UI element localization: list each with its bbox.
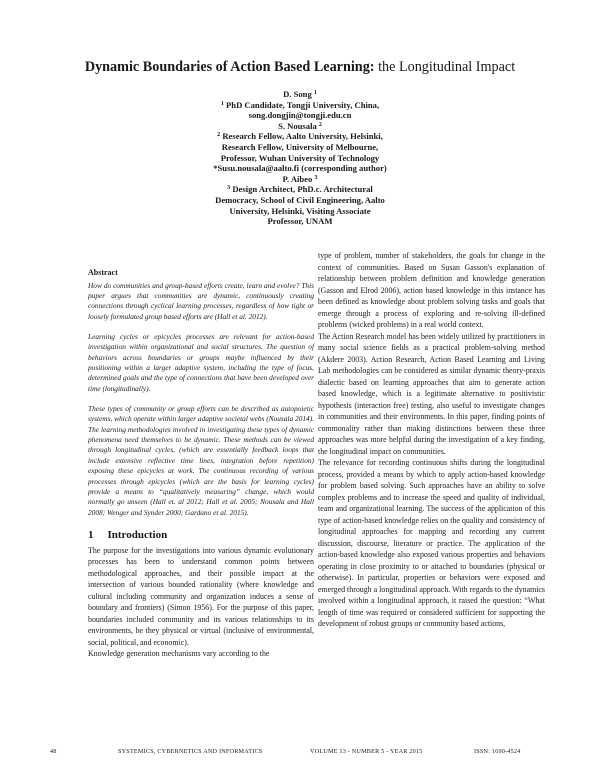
author-1-name-line: D. Song $^1$ [283, 89, 317, 99]
intro-paragraph-1: The purpose for the investigations into various dynamic evolutionary processes has been to understand common points between methodological approaches, and their possible impact at the intersection of various bounded rationality (where knowledge and cultural including community and organization induces a sense of boundary and frontiers) (Simon 1956). For the purpose of this paper, boundaries included community and its various relationships to its environments, be they physical or virtual (inclusive of environmental, social, political, and economic). [88, 545, 314, 647]
page-footer [0, 747, 600, 759]
intro-paragraph-2: Knowledge generation mechanisms vary according to the [88, 649, 270, 659]
author-1-affiliation: $^1$ PhD Candidate, Tongji University, China, [220, 99, 380, 110]
footer-issn: ISSN: 1690-4524 [474, 748, 521, 755]
author-2-email: *Susu.nousala@aalto.fi (corresponding author) [213, 163, 387, 174]
author-block [0, 89, 600, 227]
paper-title [0, 58, 600, 76]
footer-page-number: 48 [50, 748, 57, 755]
body-paragraph-1: type of problem, number of stakeholders, the goals for change in the context of communities. Based on Susan Gasson's explanation of relationship between problem definition and knowledge generation (Gasson and Elrod 2006), action based knowledge in this instance has been defined as knowledge about problem solving tasks and goals that emerge through a process of exploring and re-solving ill-defined problems (wicked problems) in a real world context. [318, 251, 545, 329]
right-column [318, 250, 545, 630]
abstract-paragraph-3: These types of community or group efforts can be described as autopoietic systems, which operate within larger adaptive societal webs (Nousala 2014). The learning methodologies involved in investigating these types of dynamic phenomena need themselves to be dynamic. These methods can be viewed through longitudinal cycles, (which are essentially feedback loops that include extensive reflective time lines, integration before repetition) exposing these epicycles at work. The continuous recording of various processes through epicycles (which are the basis for learning cycles) provide a means to “qualitatively measuring” change, which would normally go unseen (Hall et. al 2012; Hall et al. 2005; Nousala and Hall 2008; Wenger and Synder 2000; Gardano et al. 2015). [88, 403, 314, 517]
author-2-affiliation-2: Research Fellow, University of Melbourne, [221, 141, 379, 152]
abstract-heading: Abstract [88, 268, 118, 277]
footer-journal-name: SYSTEMICS, CYBERNETICS AND INFORMATICS [118, 748, 263, 755]
author-3-affiliation-1: $^3$ Design Architect, PhD.c. Architectural [227, 184, 373, 195]
author-3-name-line: P. Aibeo $^3$ [282, 173, 318, 184]
footer-volume: VOLUME 13 - NUMBER 5 - YEAR 2015 [310, 748, 423, 755]
section-title: Introduction [107, 528, 168, 541]
author-2-name-line: S. Nousala $^2$ [278, 120, 322, 131]
body-paragraph-3: The relevance for recording continuous shifts during the longitudinal process, provided a means by which to apply action-based knowledge for problem based solving. Such approaches have an ability to solve complex problems and to increase the speed and quality of individual, team and organizational learning. The success of the application of this type of action-based knowledge relies on the quality and consistency of longitudinal approaches for mapping and recording any current discussion, discourse, literature or practice. The application of the action-based knowledge also exposed various properties and behaviors operating in close proximity to or attached to boundaries (physical or otherwise). In particular, properties or behaviors were exposed and emerged through a longitudinal approach. With regards to the dynamics involved within a longitudinal approach, it raised the question: “What length of time was required or considered sufficient for supporting the development of robust groups or community based actions, [318, 458, 545, 628]
section-heading-introduction [88, 528, 314, 542]
left-column [88, 267, 314, 660]
body-paragraph-2: The Action Research model has been widely utilized by practitioners in many social science fields as a practical problem-solving method (Akdere 2003). Action Research, Action Based Learning and Living Lab methodologies can be considered as similar dynamic theory-praxis dialectic based on learning approaches that aim to generate action based knowledge, which is a legitimate alternative to positivistic hypothesis (interaction free) testing, also useful to investigate changes in communities and their environments. In this paper, finding points of commonality rather than making distinctions between these three approaches was more helpful during the investigation of a key finding, the longitudinal impact on communities. [318, 331, 545, 456]
author-1-email: song.dongjin@tongji.edu.cn [248, 110, 352, 121]
paper-title-rest: the Longitudinal Impact [374, 59, 516, 75]
author-3-affiliation-2: Democracy, School of Civil Engineering, Aalto [215, 194, 385, 205]
author-3-affiliation-4: Professor, UNAM [267, 216, 333, 227]
author-2-affiliation-3: Professor, Wuhan University of Technology [220, 152, 380, 163]
abstract-paragraph-2: Learning cycles or epicycles processes are relevant for action-based investigation within organizational and social structures. The question of behaviors across boundaries or groups maybe influenced by their positioning within a larger adaptive system, including the type of focus, determined goals and the type of connections that have been developed over time (longitudinally). [88, 331, 314, 393]
author-2-affiliation-1: $^2$ Research Fellow, Aalto University, Helsinki, [217, 131, 383, 142]
abstract-paragraph-1: How do communities and group-based efforts create, learn and evolve? This paper argues that communities are dynamic, continuously creating connections through cyclical learning processes, regardless of how tight or loosely formulated group based efforts are (Hall et al. 2012). [88, 280, 314, 321]
section-number: 1 [88, 528, 94, 541]
author-3-affiliation-3: University, Helsinki, Visiting Associate [229, 205, 371, 216]
paper-title-bold: Dynamic Boundaries of Action Based Learning: [84, 59, 375, 75]
